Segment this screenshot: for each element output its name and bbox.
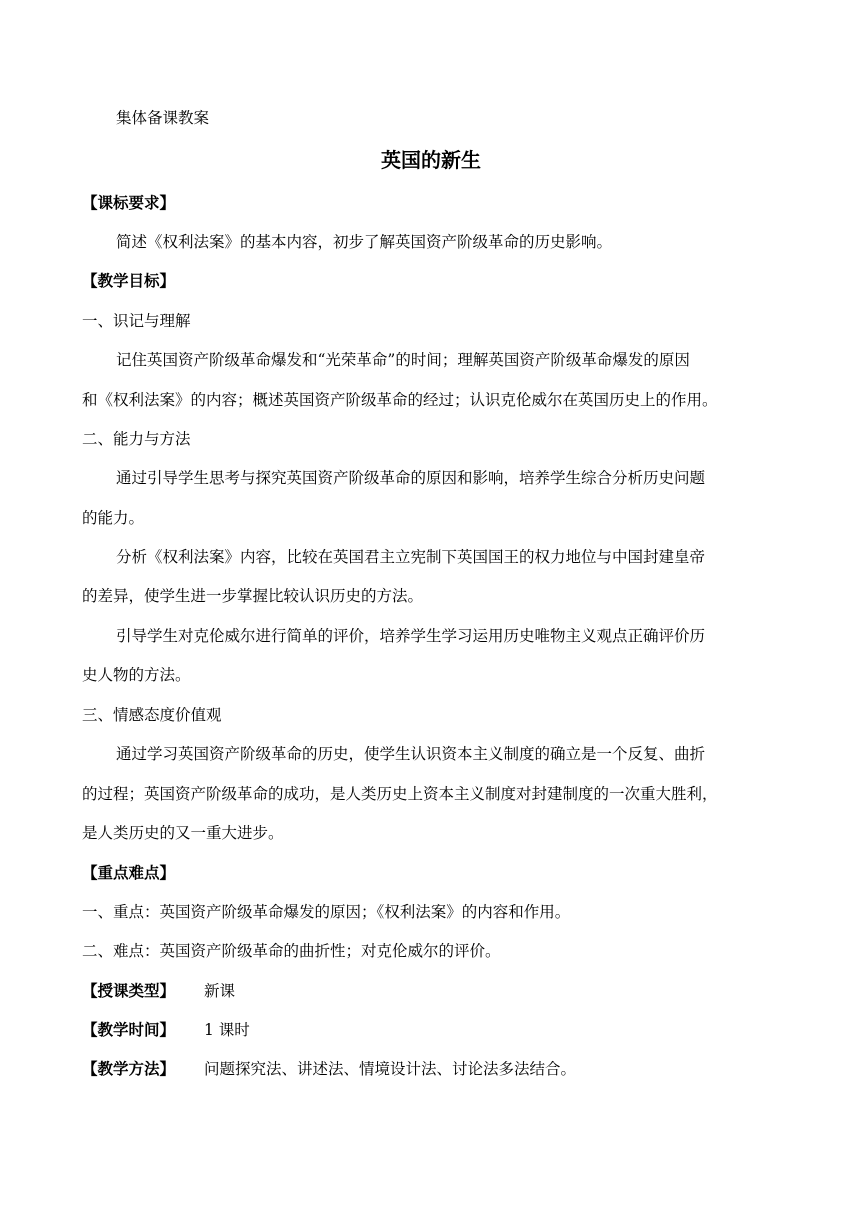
teaching-method-value: 问题探究法、讲述法、情境设计法、讨论法多法结合。 bbox=[204, 1060, 577, 1078]
objective-text: 记住英国资产阶级革命爆发和“光荣革命”的时间；理解英国资产阶级革命爆发的原因 bbox=[116, 351, 690, 369]
objective-text: 引导学生对克伦威尔进行简单的评价，培养学生学习运用历史唯物主义观点正确评价历 bbox=[116, 627, 706, 645]
objective-text: 通过学习英国资产阶级革命的历史，使学生认识资本主义制度的确立是一个反复、曲折 bbox=[116, 745, 706, 763]
objective-text: 通过引导学生思考与探究英国资产阶级革命的原因和影响，培养学生综合分析历史问题 bbox=[116, 469, 706, 487]
section-heading-key-points: 【重点难点】 bbox=[82, 863, 176, 882]
section-heading-objectives: 【教学目标】 bbox=[82, 271, 176, 290]
teaching-method-row bbox=[82, 1059, 577, 1079]
objective-heading-values: 三、情感态度价值观 bbox=[82, 706, 222, 724]
objective-text: 和《权利法案》的内容；概述英国资产阶级革命的经过；认识克伦威尔在英国历史上的作用。 bbox=[82, 391, 718, 409]
page-title: 英国的新生 bbox=[381, 148, 481, 172]
lesson-time-row bbox=[82, 1020, 250, 1040]
objective-text: 的差异，使学生进一步掌握比较认识历史的方法。 bbox=[82, 587, 424, 605]
lesson-type-label: 【授课类型】 bbox=[82, 981, 176, 1000]
objective-heading-knowledge: 一、识记与理解 bbox=[82, 312, 191, 330]
section-heading-curriculum: 【课标要求】 bbox=[82, 193, 176, 212]
objective-text: 的过程；英国资产阶级革命的成功，是人类历史上资本主义制度对封建制度的一次重大胜利， bbox=[82, 785, 718, 803]
objective-text: 的能力。 bbox=[82, 509, 145, 527]
teaching-method-label: 【教学方法】 bbox=[82, 1059, 176, 1078]
objective-text: 分析《权利法案》内容，比较在英国君主立宪制下英国国王的权力地位与中国封建皇帝 bbox=[116, 548, 706, 566]
lesson-type-row bbox=[82, 981, 236, 1001]
lesson-time-label: 【教学时间】 bbox=[82, 1020, 176, 1039]
document-header: 集体备课教案 bbox=[116, 109, 210, 127]
objective-heading-ability: 二、能力与方法 bbox=[82, 430, 191, 448]
lesson-type-value: 新课 bbox=[204, 982, 236, 1000]
objective-text: 是人类历史的又一重大进步。 bbox=[82, 824, 284, 842]
key-point-text: 一、重点：英国资产阶级革命爆发的原因；《权利法案》的内容和作用。 bbox=[82, 903, 571, 921]
difficult-point-text: 二、难点：英国资产阶级革命的曲折性；对克伦威尔的评价。 bbox=[82, 942, 501, 960]
curriculum-text: 简述《权利法案》的基本内容，初步了解英国资产阶级革命的历史影响。 bbox=[116, 233, 613, 251]
lesson-time-value: 1 课时 bbox=[204, 1021, 250, 1039]
objective-text: 史人物的方法。 bbox=[82, 666, 191, 684]
